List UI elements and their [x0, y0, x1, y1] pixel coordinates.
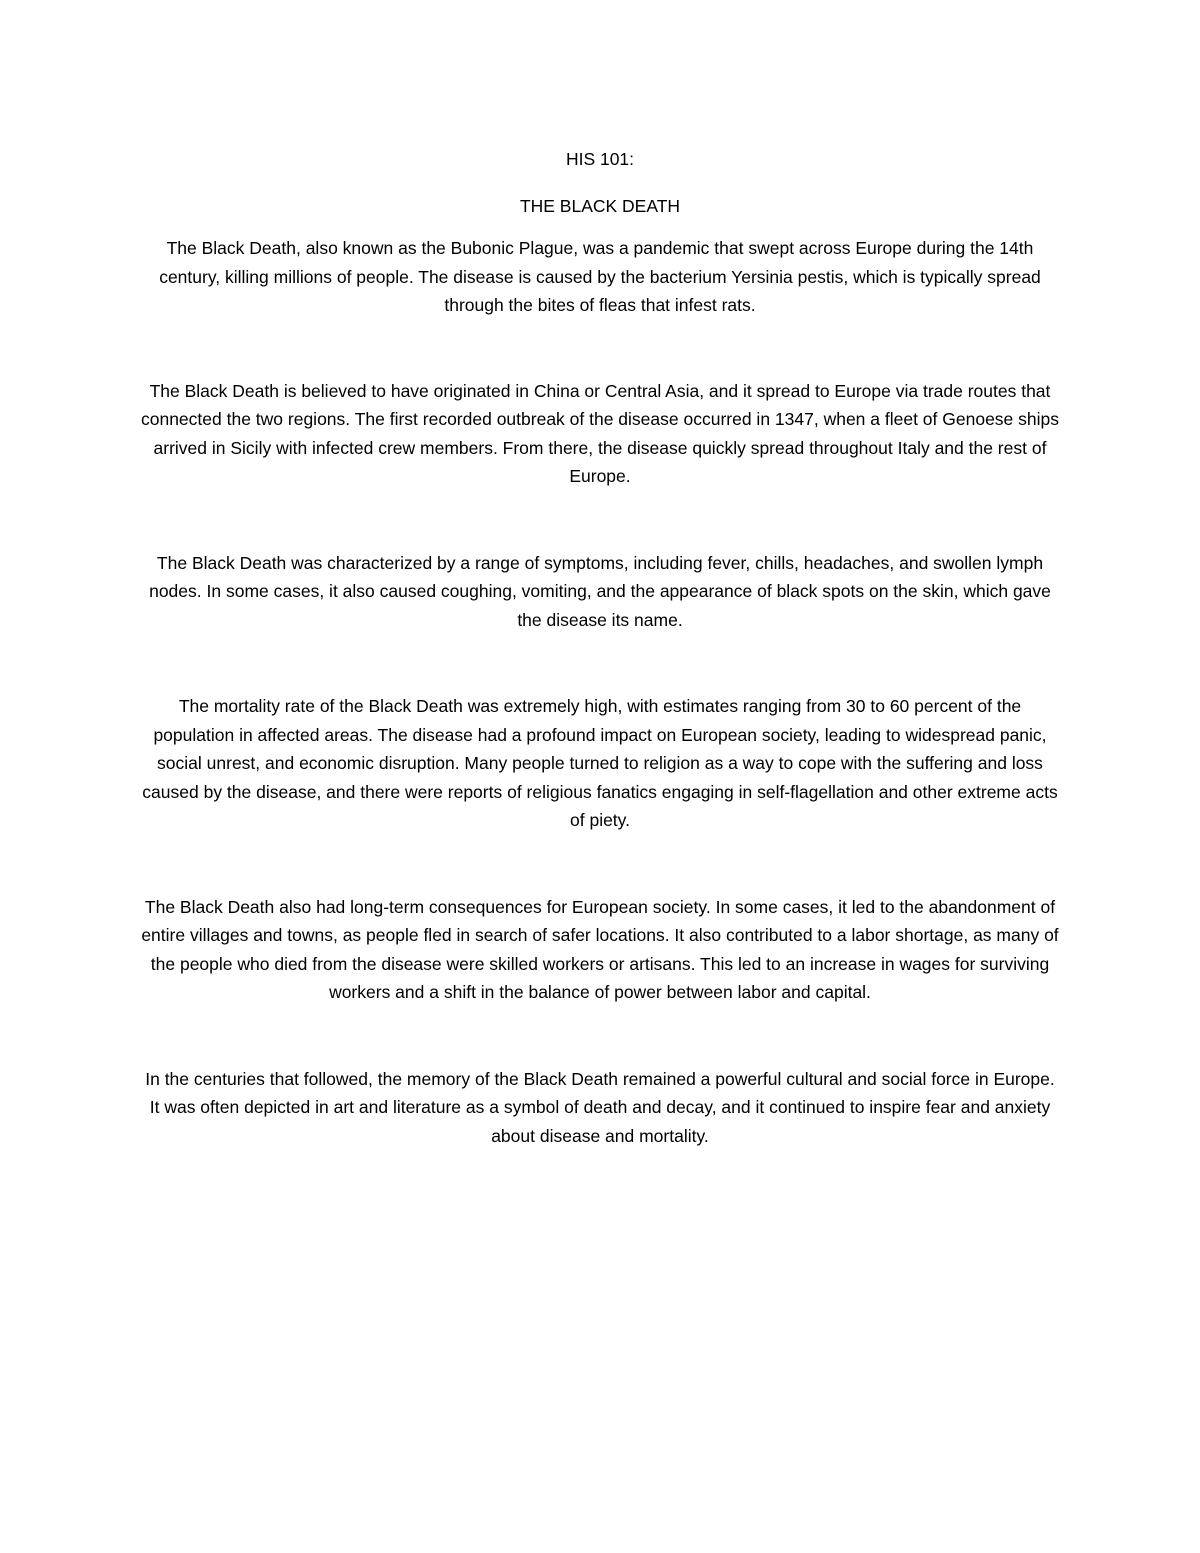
- document-body: [140, 145, 1060, 1208]
- course-code: HIS 101:: [565, 149, 635, 169]
- paragraph-legacy: In the centuries that followed, the memory of the Black Death remained a powerful cultural and social force in Europe. It was often depicted in art and literature as a symbol of death and decay, and it continued to inspire fear and anxiety about disease and mortality.: [145, 1068, 1055, 1146]
- paragraph-consequences: The Black Death also had long-term consequences for European society. In some cases, it led to the abandonment of entire villages and towns, as people fled in search of safer locations. It also contributed to a labor shortage, as many of the people who died from the disease were skilled workers or artisans. This led to an increase in wages for surviving workers and a shift in the balance of power between labor and capital.: [141, 896, 1059, 1002]
- document-title: THE BLACK DEATH: [519, 195, 681, 216]
- paragraph-intro: The Black Death, also known as the Bubonic Plague, was a pandemic that swept across Europe during the 14th century, killing millions of people. The disease is caused by the bacterium Yersinia pestis, which is typically spread through the bites of fleas that infest rats.: [159, 238, 1041, 315]
- paragraph-origin: The Black Death is believed to have originated in China or Central Asia, and it spread to Europe via trade routes that connected the two regions. The first recorded outbreak of the disease occurred in 1347, when a fleet of Genoese ships arrived in Sicily with infected crew members. From there, the disease quickly spread throughout Italy and the rest of Europe.: [140, 380, 1059, 486]
- paragraph-mortality: The mortality rate of the Black Death was extremely high, with estimates ranging from 30 to 60 percent of the population in affected areas. The disease had a profound impact on European society, leading to widespread panic, social unrest, and economic disruption. Many people turned to religion as a way to cope with the suffering and loss caused by the disease, and there were reports of religious fanatics engaging in self-flagellation and other extreme acts of piety.: [142, 696, 1058, 830]
- paragraph-symptoms: The Black Death was characterized by a range of symptoms, including fever, chills, headaches, and swollen lymph nodes. In some cases, it also caused coughing, vomiting, and the appearance of black spots on the skin, which gave the disease its name.: [149, 552, 1051, 630]
